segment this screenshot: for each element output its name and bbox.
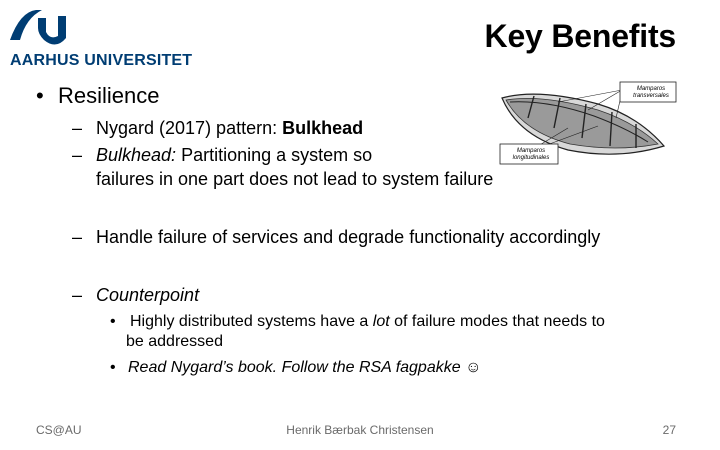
figure-label-transverse: Mamparos transversales <box>633 86 669 99</box>
sub-item-failure-modes: • Highly distributed systems have a lot of failure modes that needs to <box>110 313 605 330</box>
list-item-counterpoint: – Counterpoint <box>72 285 200 305</box>
page-number: 27 <box>662 423 676 437</box>
bullet-resilience <box>36 83 160 109</box>
footer-left: CS@AU <box>36 423 82 437</box>
list-item-handle-failure: – Handle failure of services and degrade functionality accordingly <box>72 227 601 247</box>
list-item-bulkhead-definition: – Bulkhead: Partitioning a system so <box>72 145 373 165</box>
list-item-bulkhead-pattern: – Nygard (2017) pattern: Bulkhead <box>72 118 364 138</box>
logo-wordmark: AARHUS UNIVERSITET <box>10 52 193 69</box>
aarhus-university-logo-icon <box>6 6 76 46</box>
bullet-dot: • <box>36 83 44 108</box>
sub-item-read-book: • Read Nygard’s book. Follow the RSA fagpakke ☺ <box>110 359 482 376</box>
list-item-bulkhead-definition-cont: failures in one part does not lead to system failure <box>96 169 494 189</box>
figure-label-longitudinal: Mamparos longitudinales <box>512 148 550 161</box>
sub-item-failure-modes-cont: be addressed <box>126 333 223 350</box>
bullet-label: Resilience <box>58 83 160 108</box>
footer-author: Henrik Bærbak Christensen <box>286 423 434 437</box>
slide-title: Key Benefits <box>484 18 676 54</box>
